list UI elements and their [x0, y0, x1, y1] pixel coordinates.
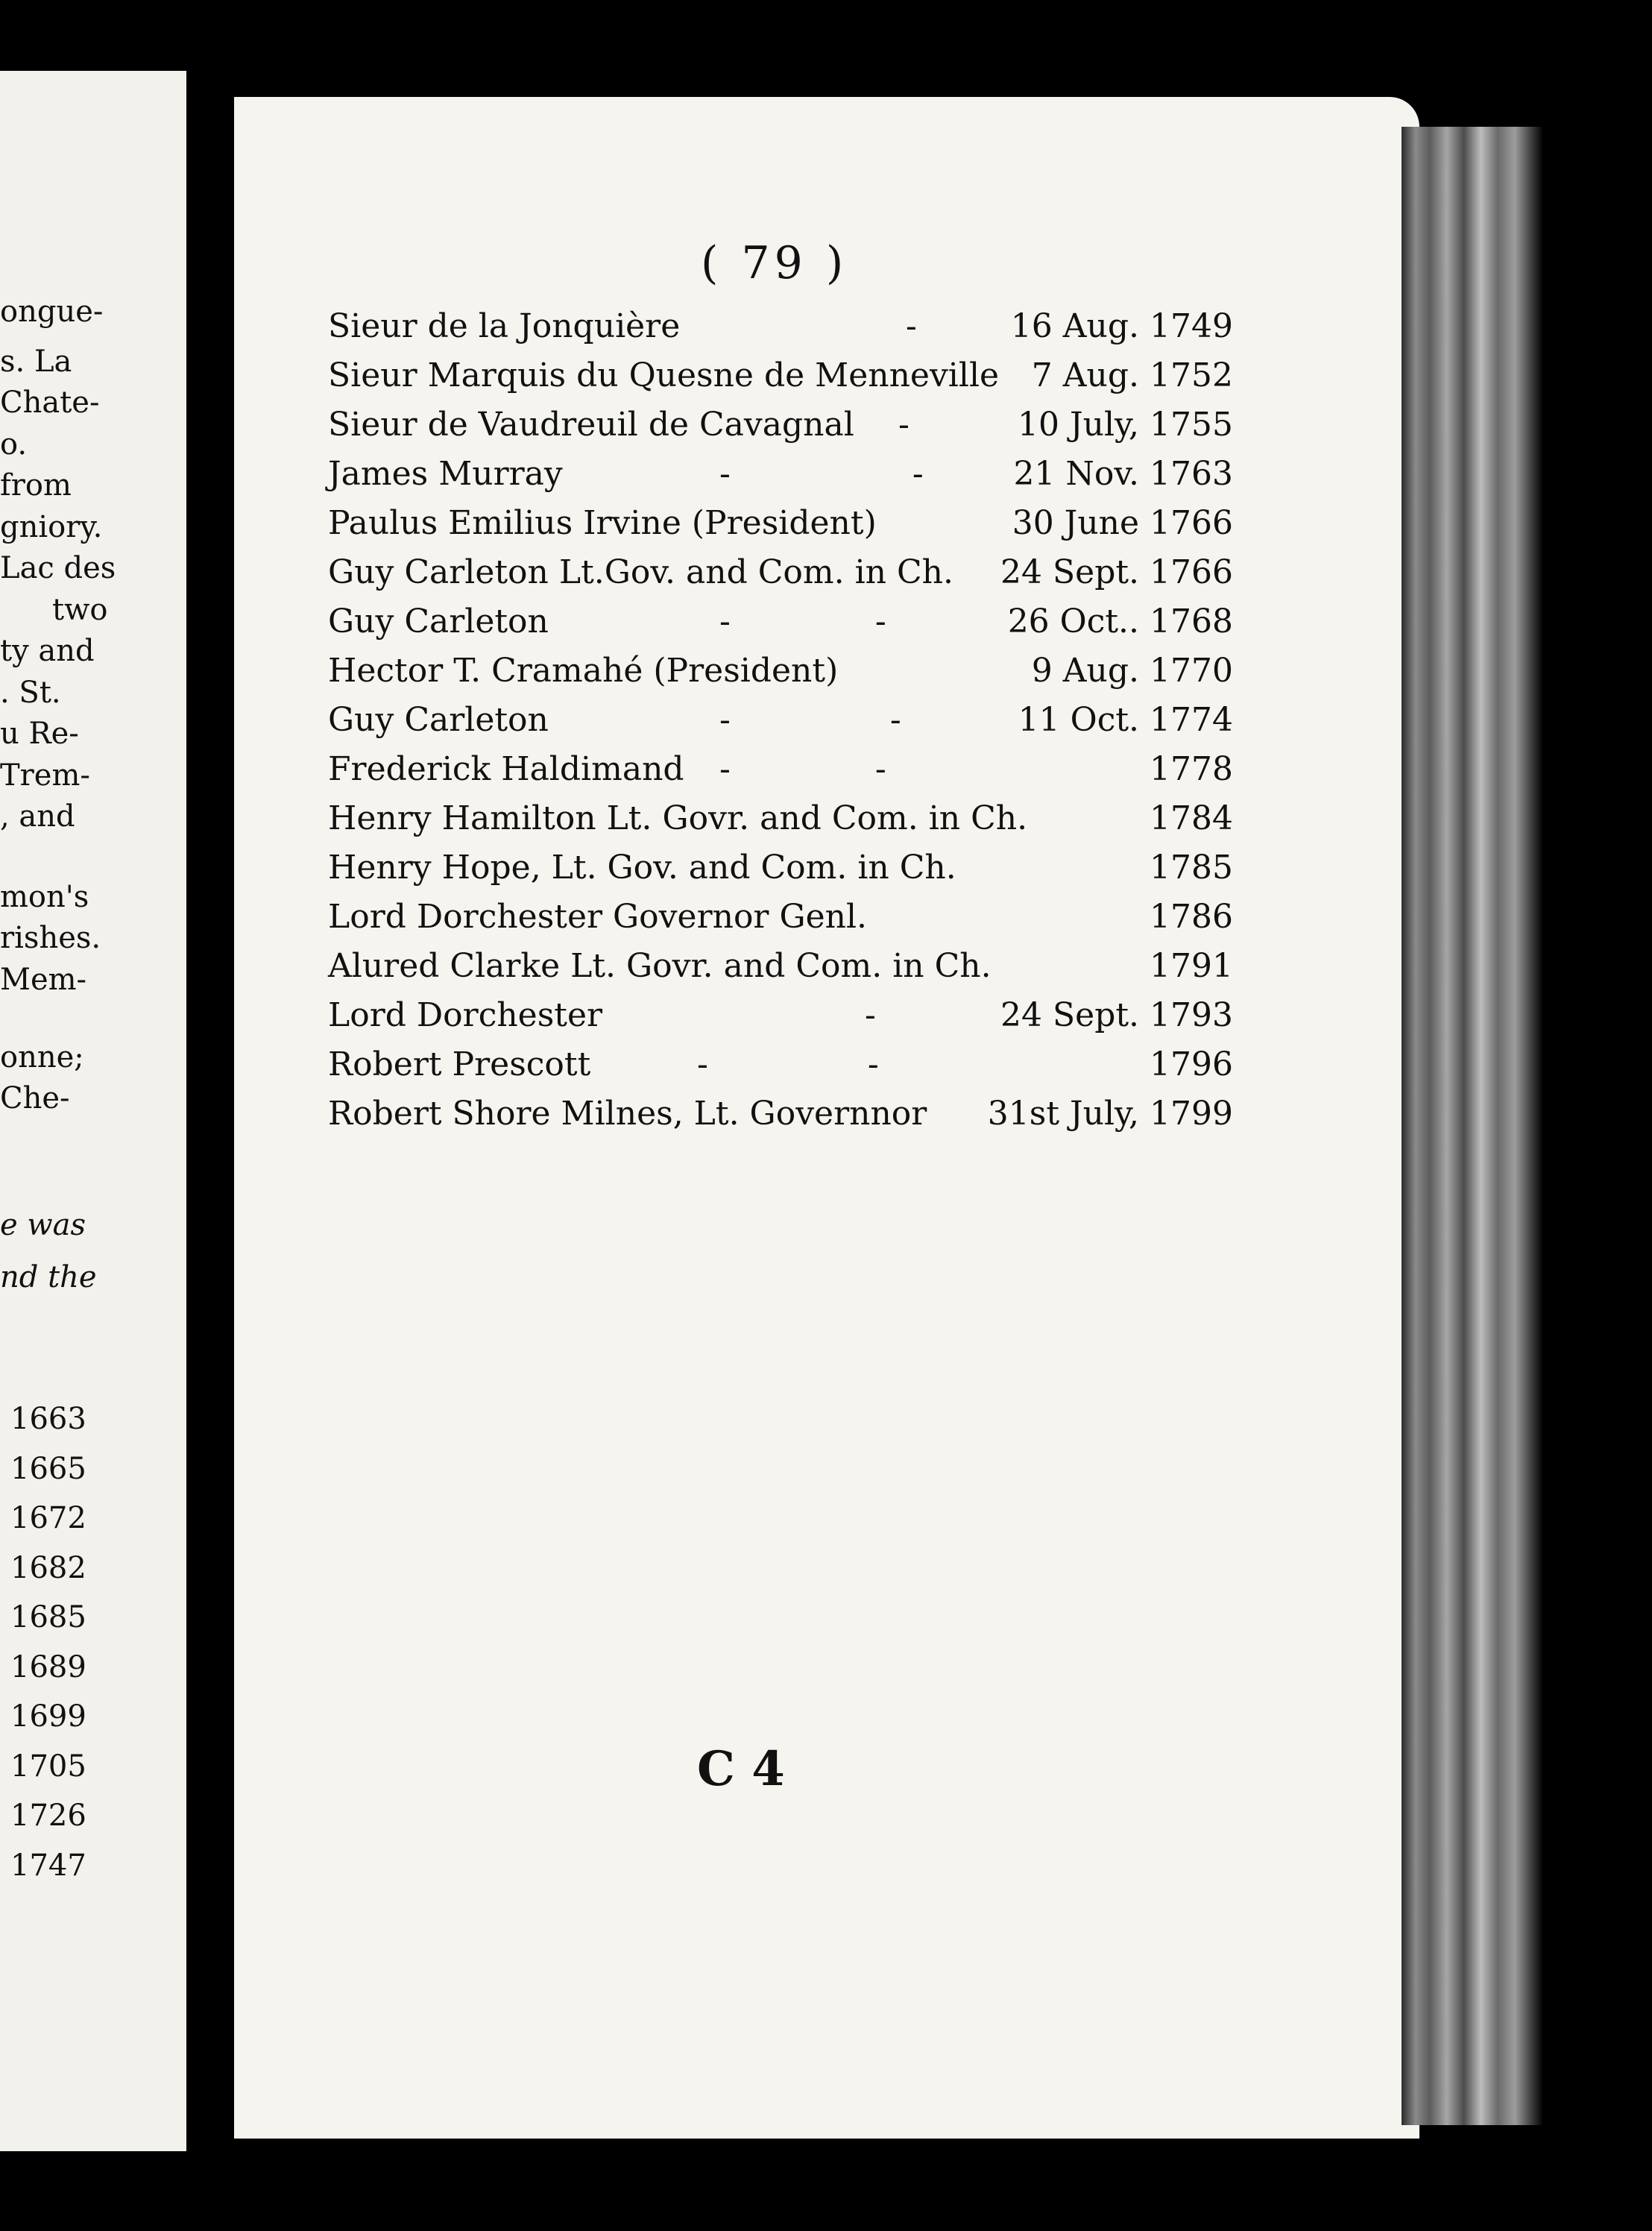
entry-name: Guy Carleton Lt.Gov. and Com. in Ch.	[328, 553, 953, 591]
entry-date: 30 June 1766	[1012, 504, 1233, 542]
left-year: 1699	[10, 1699, 86, 1734]
left-text-fragment: nd the	[0, 1260, 97, 1294]
entry-date: 1796	[1150, 1045, 1233, 1083]
left-year: 1665	[10, 1452, 86, 1486]
left-text-fragment: onne;	[0, 1040, 84, 1074]
entry-name: Robert Prescott	[328, 1045, 591, 1083]
entry-dash: - -	[719, 455, 924, 493]
entry-name: Sieur Marquis du Quesne de Menneville	[328, 356, 1000, 394]
entry-date: 9 Aug. 1770	[1031, 652, 1233, 690]
entry-date: 26 Oct.. 1768	[1007, 602, 1233, 641]
left-text-fragment: . St.	[0, 676, 61, 710]
left-year: 1726	[10, 1799, 86, 1833]
entry-name: Henry Hamilton Lt. Govr. and Com. in Ch.	[328, 799, 1028, 837]
list-item	[0, 307, 1652, 355]
entry-name: Frederick Haldimand	[328, 750, 684, 788]
left-year: 1705	[10, 1749, 86, 1784]
left-year: 1747	[10, 1848, 86, 1883]
list-item	[0, 701, 1652, 749]
list-item	[0, 898, 1652, 945]
page-number: ( 79 )	[701, 237, 848, 289]
signature-mark: C 4	[697, 1741, 785, 1797]
list-item	[0, 849, 1652, 896]
left-text-fragment: u Re-	[0, 717, 79, 751]
list-item	[0, 406, 1652, 453]
left-text-fragment: s. La	[0, 344, 72, 379]
entry-date: 1785	[1150, 849, 1233, 887]
list-item	[0, 652, 1652, 699]
list-item	[0, 356, 1652, 404]
entry-name: Sieur de Vaudreuil de Cavagnal	[328, 406, 854, 444]
left-text-fragment: two	[52, 593, 108, 627]
left-text-fragment: e was	[0, 1208, 86, 1242]
left-text-fragment: from	[0, 468, 72, 503]
left-text-fragment: Mem-	[0, 963, 87, 997]
left-text-fragment: ongue-	[0, 295, 104, 329]
entry-name: James Murray	[328, 455, 563, 493]
entry-date: 1784	[1150, 799, 1233, 837]
entry-date: 24 Sept. 1766	[1000, 553, 1233, 591]
list-item	[0, 602, 1652, 650]
entry-name: Henry Hope, Lt. Gov. and Com. in Ch.	[328, 849, 956, 887]
entry-date: 7 Aug. 1752	[1031, 356, 1233, 394]
entry-name: Guy Carleton	[328, 701, 549, 739]
list-item	[0, 504, 1652, 552]
entry-name: Guy Carleton	[328, 602, 549, 641]
left-text-fragment: rishes.	[0, 921, 101, 955]
entry-date: 24 Sept. 1793	[1000, 996, 1233, 1034]
left-year: 1689	[10, 1650, 86, 1684]
left-text-fragment: ty and	[0, 634, 95, 668]
entry-name: Hector T. Cramahé (President)	[328, 652, 839, 690]
entry-dash: - -	[697, 1045, 879, 1083]
entry-dash: - -	[719, 750, 886, 788]
left-text-fragment: o.	[0, 427, 28, 462]
entry-dash: -	[898, 406, 909, 444]
entry-date: 31st July, 1799	[987, 1095, 1233, 1133]
entry-date: 10 July, 1755	[1018, 406, 1233, 444]
entry-date: 21 Nov. 1763	[1013, 455, 1233, 493]
entry-name: Lord Dorchester	[328, 996, 603, 1034]
entry-date: 1778	[1150, 750, 1233, 788]
list-item	[0, 1045, 1652, 1093]
entry-dash: - -	[719, 701, 901, 739]
entry-dash: -	[906, 307, 917, 345]
list-item	[0, 996, 1652, 1044]
list-item	[0, 553, 1652, 601]
entry-date: 1786	[1150, 898, 1233, 936]
list-item	[0, 947, 1652, 995]
entry-dash: - -	[719, 602, 886, 641]
list-item	[0, 750, 1652, 798]
entry-name: Sieur de la Jonquière	[328, 307, 681, 345]
left-text-fragment: gniory.	[0, 510, 103, 544]
list-item	[0, 799, 1652, 847]
list-item	[0, 1095, 1652, 1142]
left-text-fragment: Che-	[0, 1081, 70, 1116]
left-text-fragment: Trem-	[0, 758, 90, 793]
left-text-fragment: , and	[0, 799, 75, 834]
left-text-fragment: Chate-	[0, 386, 100, 420]
entry-name: Paulus Emilius Irvine (President)	[328, 504, 877, 542]
left-year: 1682	[10, 1551, 86, 1585]
entry-name: Robert Shore Milnes, Lt. Governnor	[328, 1095, 927, 1133]
left-text-fragment: Lac des	[0, 551, 116, 585]
entry-name: Alured Clarke Lt. Govr. and Com. in Ch.	[328, 947, 991, 985]
left-year: 1672	[10, 1501, 86, 1535]
left-text-fragment: mon's	[0, 880, 89, 914]
left-year: 1685	[10, 1600, 86, 1634]
entry-date: 16 Aug. 1749	[1010, 307, 1233, 345]
list-item	[0, 455, 1652, 503]
entry-dash: -	[865, 996, 876, 1034]
entry-date: 1791	[1150, 947, 1233, 985]
entry-name: Lord Dorchester Governor Genl.	[328, 898, 868, 936]
entry-date: 11 Oct. 1774	[1018, 701, 1233, 739]
left-year: 1663	[10, 1402, 86, 1436]
